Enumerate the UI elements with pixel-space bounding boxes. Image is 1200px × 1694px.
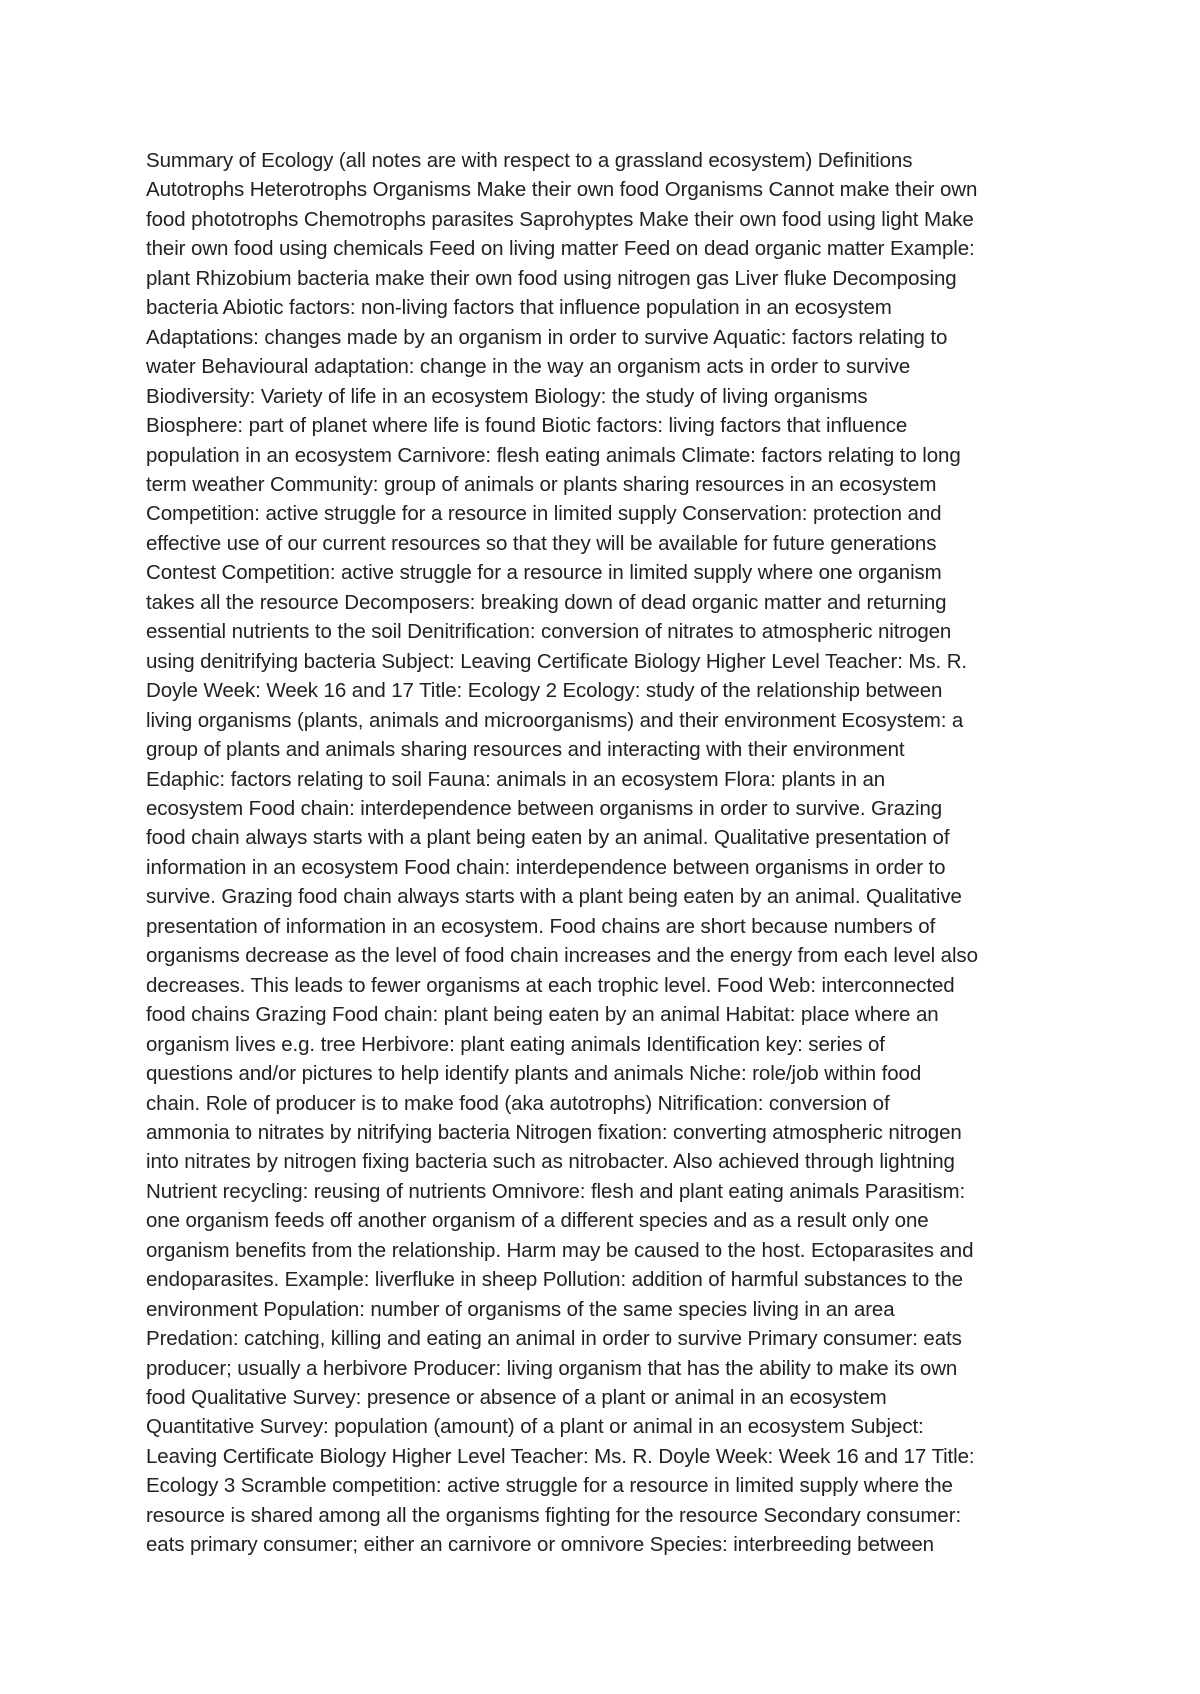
text-line: food chain always starts with a plant being eaten by an animal. Qualitative presentation of — [146, 826, 950, 850]
text-line: Summary of Ecology (all notes are with respect to a grassland ecosystem) Definitions — [146, 149, 913, 172]
text-line: Predation: catching, killing and eating an animal in order to survive Primary consumer: eats — [146, 1327, 962, 1351]
text-line: Ecology 3 Scramble competition: active struggle for a resource in limited supply where the — [146, 1474, 953, 1498]
text-line: ecosystem Food chain: interdependence between organisms in order to survive. Grazing — [146, 796, 943, 820]
text-line: eats primary consumer; either an carnivore or omnivore Species: interbreeding between — [146, 1533, 934, 1557]
text-line: information in an ecosystem Food chain: interdependence between organisms in order to — [146, 855, 946, 879]
text-line: environment Population: number of organisms of the same species living in an area — [146, 1297, 895, 1321]
text-line: Doyle Week: Week 16 and 17 Title: Ecology 2 Ecology: study of the relationship between — [146, 679, 943, 703]
text-line: Biosphere: part of planet where life is found Biotic factors: living factors that influence — [146, 414, 908, 438]
text-line: plant Rhizobium bacteria make their own food using nitrogen gas Liver fluke Decomposing — [146, 266, 957, 290]
text-line: their own food using chemicals Feed on living matter Feed on dead organic matter Example: — [146, 237, 975, 261]
text-line: organisms decrease as the level of food chain increases and the energy from each level also — [146, 944, 978, 968]
text-line: organism lives e.g. tree Herbivore: plant eating animals Identification key: series of — [146, 1032, 885, 1056]
text-line: food chains Grazing Food chain: plant being eaten by an animal Habitat: place where an — [146, 1003, 939, 1027]
text-line: bacteria Abiotic factors: non-living factors that influence population in an ecosystem — [146, 296, 892, 320]
text-line: Autotrophs Heterotrophs Organisms Make their own food Organisms Cannot make their own — [146, 178, 978, 202]
text-line: term weather Community: group of animals or plants sharing resources in an ecosystem — [146, 472, 937, 496]
text-line: using denitrifying bacteria Subject: Leaving Certificate Biology Higher Level Teacher: Ms. R. — [146, 649, 968, 673]
text-line: one organism feeds off another organism of a different species and as a result only one — [146, 1209, 929, 1233]
text-line: Contest Competition: active struggle for a resource in limited supply where one organism — [146, 561, 942, 585]
text-line: presentation of information in an ecosystem. Food chains are short because numbers of — [146, 914, 936, 938]
text-line: resource is shared among all the organisms fighting for the resource Secondary consumer: — [146, 1503, 962, 1527]
text-line: Adaptations: changes made by an organism in order to survive Aquatic: factors relating to — [146, 325, 948, 349]
text-line: Biodiversity: Variety of life in an ecosystem Biology: the study of living organisms — [146, 384, 868, 408]
text-line: essential nutrients to the soil Denitrification: conversion of nitrates to atmospheric nitrogen — [146, 620, 952, 644]
text-line: effective use of our current resources so that they will be available for future generations — [146, 531, 937, 555]
text-line: chain. Role of producer is to make food (aka autotrophs) Nitrification: conversion of — [146, 1091, 890, 1115]
text-line: takes all the resource Decomposers: breaking down of dead organic matter and returning — [146, 590, 947, 614]
text-line: water Behavioural adaptation: change in the way an organism acts in order to survive — [146, 355, 911, 379]
text-line: decreases. This leads to fewer organisms at each trophic level. Food Web: interconnected — [146, 973, 955, 997]
text-line: Nutrient recycling: reusing of nutrients Omnivore: flesh and plant eating animals Parasitism: — [146, 1179, 966, 1203]
text-line: into nitrates by nitrogen fixing bacteria such as nitrobacter. Also achieved through lightning — [146, 1150, 955, 1174]
text-line: survive. Grazing food chain always starts with a plant being eaten by an animal. Qualitative — [146, 885, 962, 909]
text-line: population in an ecosystem Carnivore: flesh eating animals Climate: factors relating to long — [146, 443, 961, 467]
text-line: living organisms (plants, animals and microorganisms) and their environment Ecosystem: a — [146, 708, 964, 732]
text-line: producer; usually a herbivore Producer: living organism that has the ability to make its own — [146, 1356, 958, 1380]
text-line: food Qualitative Survey: presence or absence of a plant or animal in an ecosystem — [146, 1386, 887, 1410]
text-line: endoparasites. Example: liverfluke in sheep Pollution: addition of harmful substances to the — [146, 1268, 963, 1292]
text-line: questions and/or pictures to help identify plants and animals Niche: role/job within food — [146, 1062, 922, 1086]
text-line: Quantitative Survey: population (amount) of a plant or animal in an ecosystem Subject: — [146, 1415, 924, 1439]
text-line: Edaphic: factors relating to soil Fauna: animals in an ecosystem Flora: plants in an — [146, 767, 886, 791]
text-line: food phototrophs Chemotrophs parasites Saprohyptes Make their own food using light Make — [146, 207, 974, 231]
text-line: Leaving Certificate Biology Higher Level Teacher: Ms. R. Doyle Week: Week 16 and 17 Title: — [146, 1444, 975, 1468]
text-line: organism benefits from the relationship. Harm may be caused to the host. Ectoparasites and — [146, 1238, 974, 1262]
text-line: group of plants and animals sharing resources and interacting with their environment — [146, 738, 905, 762]
text-line: ammonia to nitrates by nitrifying bacteria Nitrogen fixation: converting atmospheric nitrogen — [146, 1120, 962, 1144]
text-line: Competition: active struggle for a resource in limited supply Conservation: protection and — [146, 502, 942, 526]
body-text — [146, 146, 1076, 1560]
